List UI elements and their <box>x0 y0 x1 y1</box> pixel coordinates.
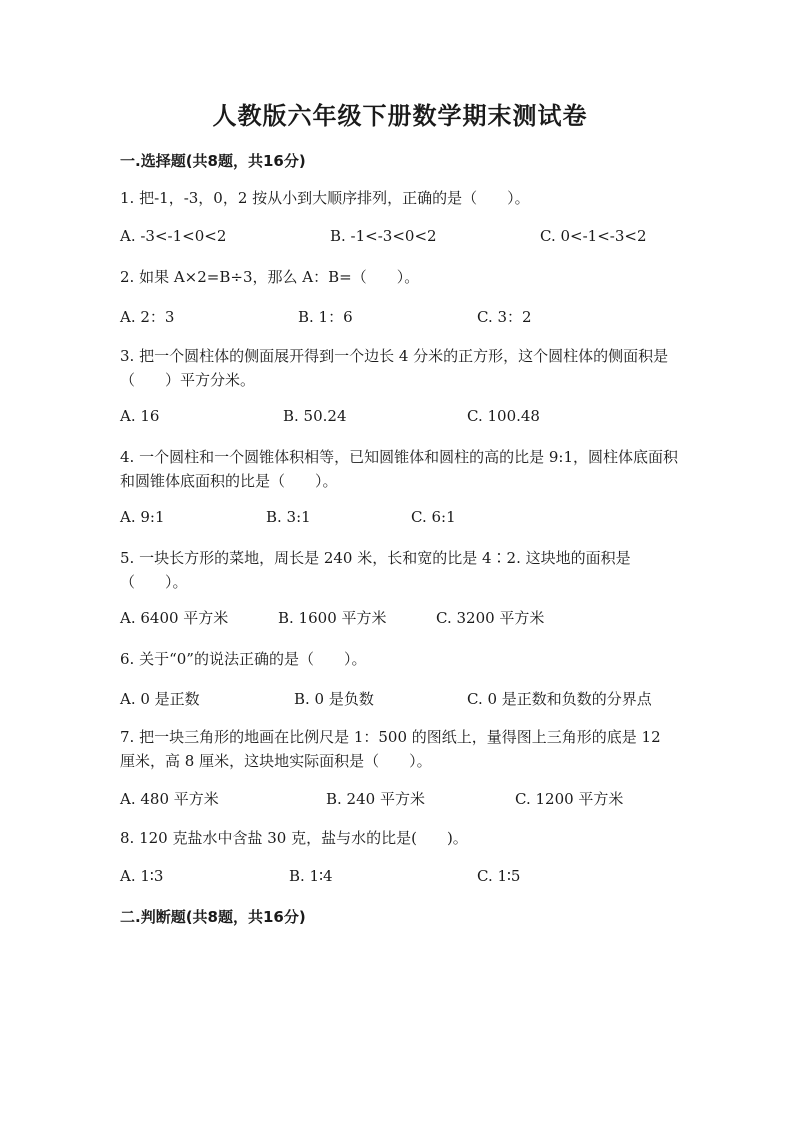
option-3c: C. 100.48 <box>467 407 540 425</box>
option-2b: B. 1：6 <box>298 308 353 326</box>
option-2c: C. 3：2 <box>477 308 532 326</box>
option-4c: C. 6:1 <box>411 508 456 526</box>
question-6: 6. 关于“0”的说法正确的是（ ）。 <box>120 650 367 668</box>
option-3b: B. 50.24 <box>283 407 347 425</box>
option-4b: B. 3:1 <box>266 508 311 526</box>
option-7a: A. 480 平方米 <box>120 790 219 808</box>
question-4: 4. 一个圆柱和一个圆锥体积相等，已知圆锥体和圆柱的高的比是 9:1，圆柱体底面积和圆锥体底面积的比是（ ）。 <box>120 448 678 490</box>
option-1b: B. -1<-3<0<2 <box>330 227 437 245</box>
option-1a: A. -3<-1<0<2 <box>120 227 227 245</box>
option-8b: B. 1∶4 <box>289 867 333 885</box>
option-6a: A. 0 是正数 <box>120 690 200 708</box>
option-8c: C. 1∶5 <box>477 867 521 885</box>
section-heading-judgment: 二.判断题(共8题，共16分) <box>120 908 306 926</box>
option-8a: A. 1∶3 <box>120 867 164 885</box>
question-7: 7. 把一块三角形的地画在比例尺是 1：500 的图纸上，量得图上三角形的底是 12 厘米，高 8 厘米，这块地实际面积是（ ）。 <box>120 728 661 770</box>
question-2: 2. 如果 A×2=B÷3，那么 A：B=（ ）。 <box>120 268 420 286</box>
option-6b: B. 0 是负数 <box>294 690 374 708</box>
question-1: 1. 把-1，-3，0，2 按从小到大顺序排列，正确的是（ ）。 <box>120 189 530 207</box>
option-5a: A. 6400 平方米 <box>120 609 229 627</box>
option-7b: B. 240 平方米 <box>326 790 425 808</box>
option-4a: A. 9:1 <box>120 508 165 526</box>
question-3: 3. 把一个圆柱体的侧面展开得到一个边长 4 分米的正方形，这个圆柱体的侧面积是（ ）平方分米。 <box>120 347 669 389</box>
page-title: 人教版六年级下册数学期末测试卷 <box>212 101 588 130</box>
option-2a: A. 2：3 <box>120 308 175 326</box>
option-1c: C. 0<-1<-3<2 <box>540 227 647 245</box>
question-8: 8. 120 克盐水中含盐 30 克，盐与水的比是( )。 <box>120 829 468 847</box>
option-5c: C. 3200 平方米 <box>436 609 545 627</box>
option-3a: A. 16 <box>120 407 160 425</box>
option-7c: C. 1200 平方米 <box>515 790 624 808</box>
option-5b: B. 1600 平方米 <box>278 609 387 627</box>
option-6c: C. 0 是正数和负数的分界点 <box>467 690 652 708</box>
question-5: 5. 一块长方形的菜地，周长是 240 米，长和宽的比是 4∶2. 这块地的面积是（ ）。 <box>120 549 631 591</box>
section-heading-choice: 一.选择题(共8题，共16分) <box>120 152 306 170</box>
